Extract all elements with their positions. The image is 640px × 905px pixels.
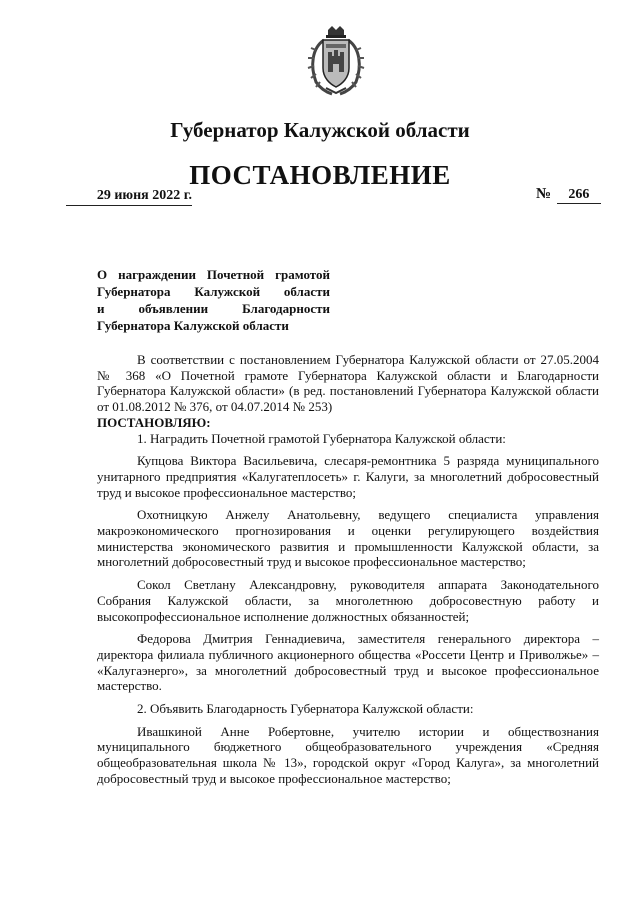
document-body: [97, 352, 599, 787]
document-date: 29 июня 2022 г.: [66, 188, 192, 206]
issuer-name: Губернатор Калужской области: [170, 118, 470, 142]
title-line: и объявлении Благодарности: [97, 301, 330, 316]
document-number: 266: [557, 187, 601, 204]
point-1: 1. Наградить Почетной грамотой Губернатора Калужской области:: [137, 430, 506, 446]
thanks-paragraph: Ивашкиной Анне Робертовне, учителю истории и обществознания муниципального бюджетного общеобразовательного учреждения «Средняя общеобразовательная школа № 13», городской округ «Город Калуга», за многолетний добросовестный труд и высокое профессиональное мастерство;: [97, 723, 599, 786]
number-sign: №: [536, 186, 552, 202]
award-paragraph: Охотницкую Анжелу Анатольевну, ведущего специалиста управления макроэкономического прогнозирования и оценки регулирующего воздействия министерства экономического развития и промышленности Калужской области, за многолетний добросовестный труд и высокое профессиональное мастерство;: [97, 507, 599, 570]
award-paragraph: Федорова Дмитрия Геннадиевича, заместителя генерального директора – директора филиала публичного акционерного общества «Россети Центр и Приволжье» – «Калугаэнерго», за многолетний добросовестный труд и высокое профессиональное мастерство.: [97, 631, 599, 694]
title-line: О награждении Почетной грамотой: [97, 267, 330, 282]
award-paragraph: Сокол Светлану Александровну, руководителя аппарата Законодательного Собрания Калужской области, за многолетнюю добросовестную работу и высокопрофессиональное исполнение должностных обязанностей;: [97, 577, 599, 624]
point-2: 2. Объявить Благодарность Губернатора Калужской области:: [137, 701, 474, 717]
award-paragraph: Купцова Виктора Васильевича, слесаря-ремонтника 5 разряда муниципального унитарного предприятия «Калугатеплосеть» г. Калуги, за многолетний добросовестный труд и высокое профессиональное мастерство;: [97, 453, 599, 500]
document-type: ПОСТАНОВЛЕНИЕ: [189, 160, 451, 190]
title-line: Губернатора Калужской области: [97, 284, 330, 299]
document-number-block: [536, 186, 601, 204]
document-title: [97, 266, 330, 334]
decree-heading: ПОСТАНОВЛЯЮ:: [97, 414, 211, 430]
title-line: Губернатора Калужской области: [97, 318, 289, 333]
preamble-paragraph: В соответствии с постановлением Губернатора Калужской области от 27.05.2004 № 368 «О Почетной грамоте Губернатора Калужской области и Благодарности Губернатора Калужской области» (в ред. постановлений Губернатора Калужской области от 01.08.2012 № 376, от 04.07.2014 № 253): [97, 352, 599, 415]
coat-of-arms-icon: [306, 26, 366, 96]
